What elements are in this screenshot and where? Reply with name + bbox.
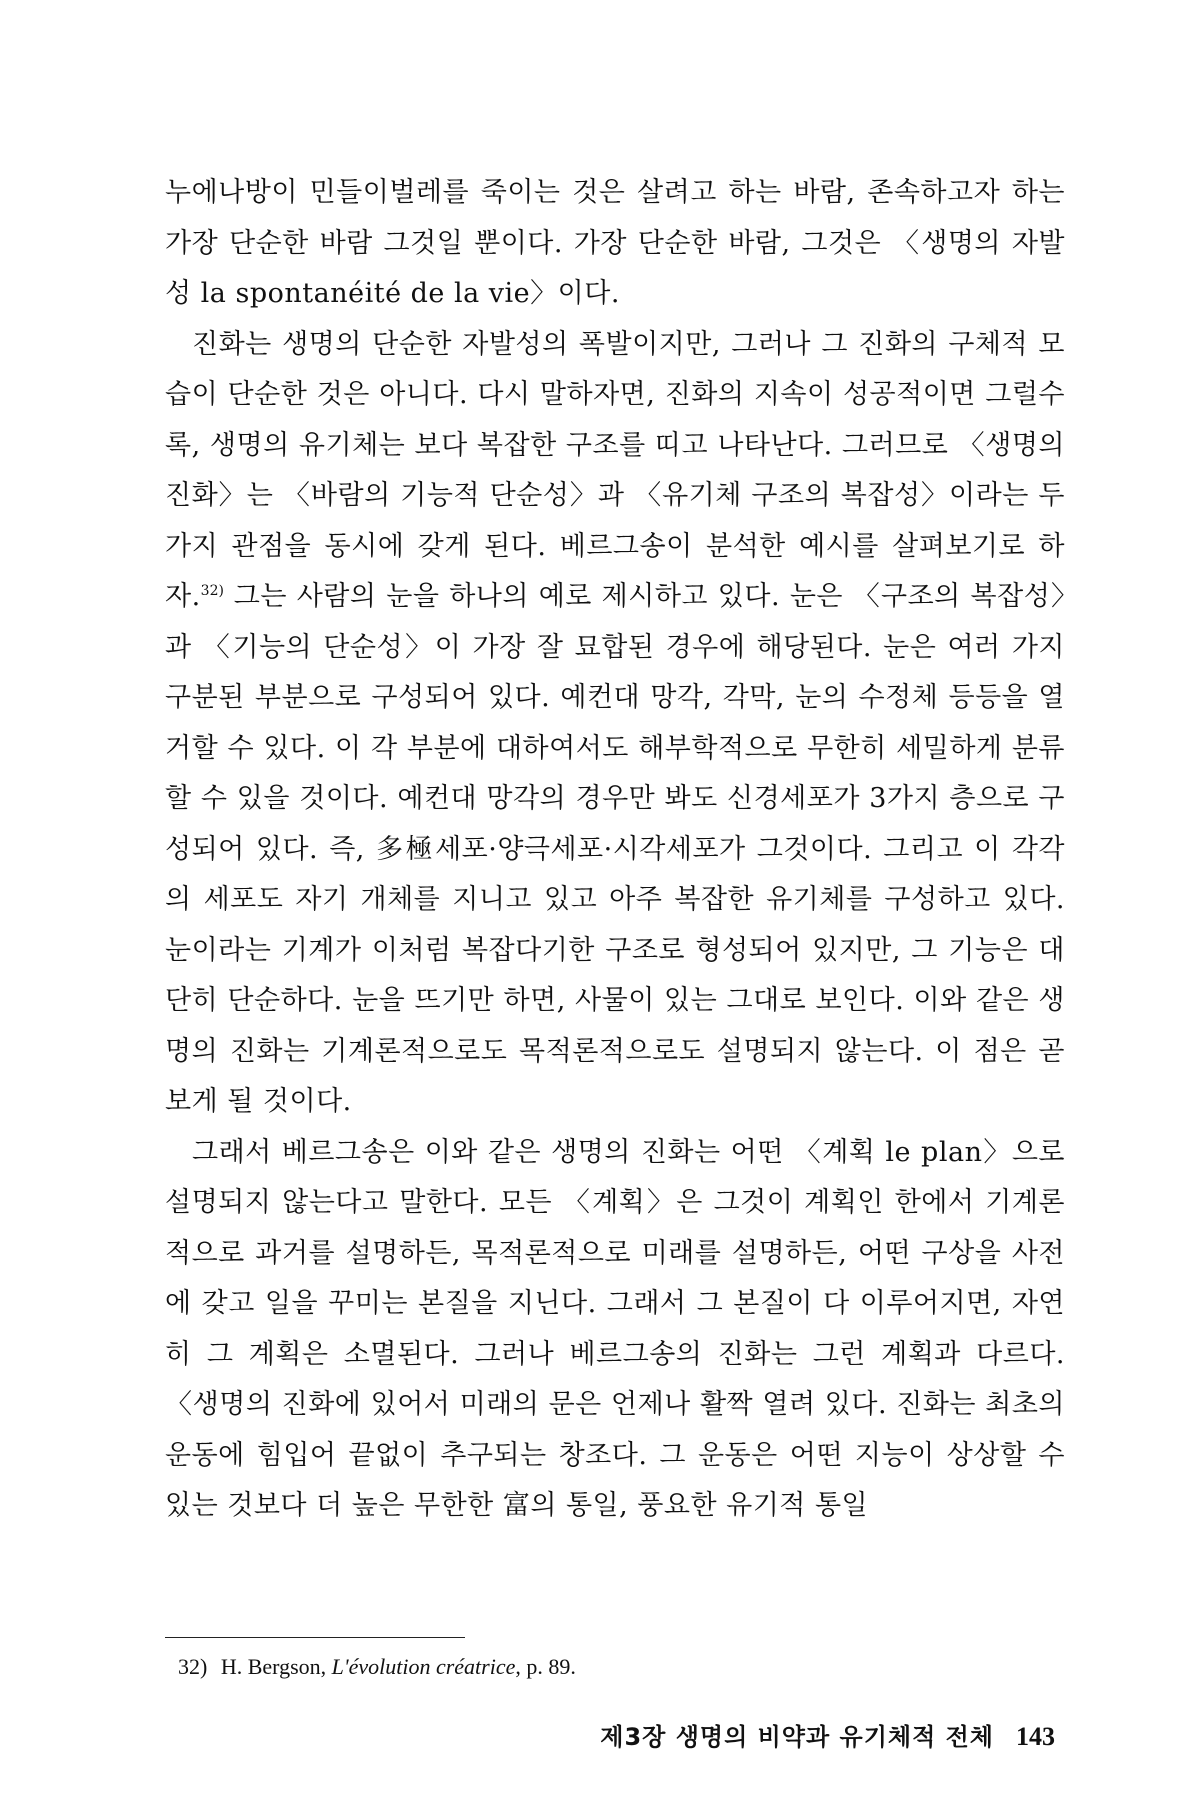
footnote-author: H. Bergson,	[220, 1654, 327, 1679]
page-number: 143	[1016, 1722, 1055, 1751]
running-footer	[600, 1720, 1055, 1754]
footnote	[178, 1652, 576, 1682]
footnote-page: , p. 89.	[515, 1654, 576, 1679]
footnote-number: 32)	[178, 1654, 208, 1679]
footnote-divider	[165, 1637, 465, 1638]
paragraph-2-part-2: 그는 사람의 눈을 하나의 예로 제시하고 있다. 눈은 〈구조의 복잡성〉과 〈기능의 단순성〉이 가장 잘 묘합된 경우에 해당된다. 눈은 여러 가지 구분된 부분으로 구성되어 있다. 예컨대 망각, 각막, 눈의 수정체 등등을 열거할 수 있다. 이 각 부분에 대하여서도 해부학적으로 무한히 세밀하게 분류할 수 있을 것이다. 예컨대 망각의 경우만 봐도 신경세포가 3가지 층으로 구성되어 있다. 즉, 多極세포·양극세포·시각세포가 그것이다. 그리고 이 각각의 세포도 자기 개체를 지니고 있고 아주 복잡한 유기체를 구성하고 있다. 눈이라는 기계가 이처럼 복잡다기한 구조로 형성되어 있지만, 그 기능은 대단히 단순하다. 눈을 뜨기만 하면, 사물이 있는 그대로 보인다. 이와 같은 생명의 진화는 기계론적으로도 목적론적으로도 설명되지 않는다. 이 점은 곧 보게 될 것이다.	[165, 581, 1065, 1117]
paragraph-1: 누에나방이 민들이벌레를 죽이는 것은 살려고 하는 바람, 존속하고자 하는 가장 단순한 바람 그것일 뿐이다. 가장 단순한 바람, 그것은 〈생명의 자발성 la spontanéité de la vie〉이다.	[165, 177, 1065, 309]
paragraph-2	[165, 320, 1065, 1128]
chapter-title: 제3장 생명의 비약과 유기체적 전체	[600, 1723, 994, 1751]
paragraph-3: 그래서 베르그송은 이와 같은 생명의 진화는 어떤 〈계획 le plan〉으로 설명되지 않는다고 말한다. 모든 〈계획〉은 그것이 계획인 한에서 기계론적으로 과거를 설명하든, 목적론적으로 미래를 설명하든, 어떤 구상을 사전에 갖고 일을 꾸미는 본질을 지닌다. 그래서 그 본질이 다 이루어지면, 자연히 그 계획은 소멸된다. 그러나 베르그송의 진화는 그런 계획과 다르다. 〈생명의 진화에 있어서 미래의 문은 언제나 활짝 열려 있다. 진화는 최초의 운동에 힘입어 끝없이 추구되는 창조다. 그 운동은 어떤 지능이 상상할 수 있는 것보다 더 높은 무한한 富의 통일, 풍요한 유기적 통일	[165, 1136, 1065, 1521]
paragraph-2-part-1: 진화는 생명의 단순한 자발성의 폭발이지만, 그러나 그 진화의 구체적 모습이 단순한 것은 아니다. 다시 말하자면, 진화의 지속이 성공적이면 그럴수록, 생명의 유기체는 보다 복잡한 구조를 띠고 나타난다. 그러므로 〈생명의 진화〉는 〈바람의 기능적 단순성〉과 〈유기체 구조의 복잡성〉이라는 두 가지 관점을 동시에 갖게 된다. 베르그송이 분석한 예시를 살펴보기로 하자.	[165, 328, 1065, 612]
footnote-reference[interactable]: 32)	[200, 583, 224, 599]
footnote-title: L'évolution créatrice	[331, 1654, 516, 1679]
body-text	[165, 168, 1065, 1532]
